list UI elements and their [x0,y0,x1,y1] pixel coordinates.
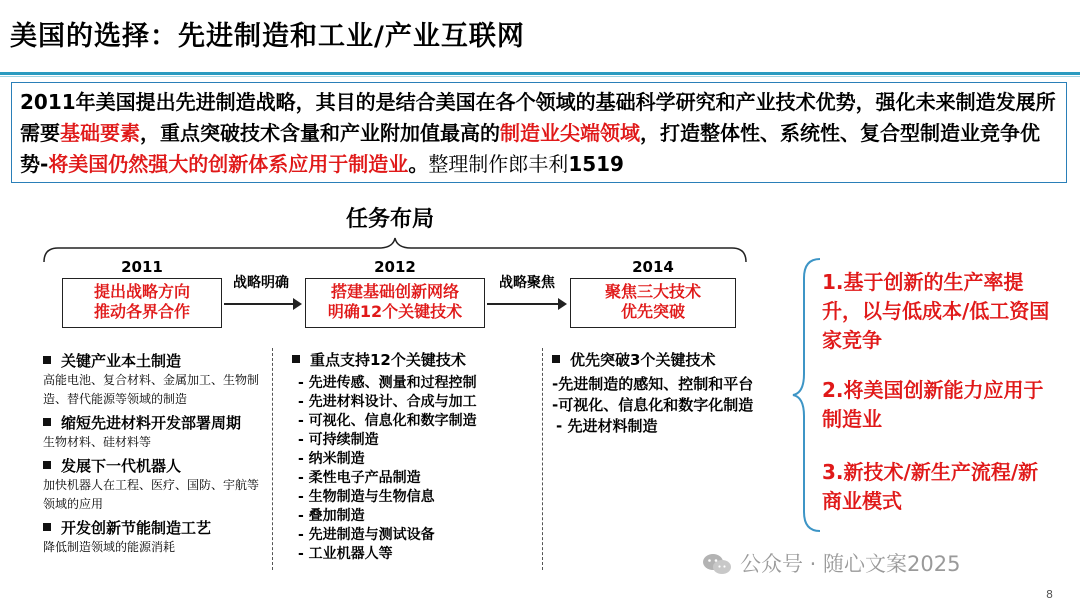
intro-highlight-1: 基础要素 [60,121,140,145]
column-2012 [292,350,542,564]
column-2014 [552,350,767,437]
intro-credit: 整理制作郎丰利 [428,152,569,176]
arrow-2 [487,303,565,305]
arrow-label-strategy-clear: 战略明确 [233,275,289,291]
step-box-2011 [62,278,222,328]
col2-item: - 生物制造与生物信息 [298,489,435,505]
col1-item-head: 发展下一代机器人 [43,456,268,476]
step-2011-line1: 提出战略方向 [93,282,190,301]
step-2014-line2: 优先突破 [620,302,685,321]
title-rule-thin [0,76,1080,77]
intro-text-4: 。 [408,152,429,176]
col2-head: 重点支持12个关键技术 [292,350,542,370]
col2-item: - 工业机器人等 [298,546,393,562]
year-2011: 2011 [121,258,163,276]
col2-item: - 叠加制造 [298,508,365,524]
right-brace [790,256,826,534]
step-box-2014 [570,278,736,328]
step-2012-line1: 搭建基础创新网络 [330,282,459,301]
page-title: 美国的选择：先进制造和工业/产业互联网 [10,21,525,52]
col2-item: - 可视化、信息化和数字制造 [298,413,477,429]
task-layout-title: 任务布局 [346,207,435,232]
col3-head: 优先突破3个关键技术 [552,350,767,370]
step-2012-line2: 明确12个关键技术 [327,302,463,321]
intro-text-3: ，打造整体性、系统性、复合型制造业竞争优势- [20,121,1040,176]
arrow-1 [224,303,300,305]
title-rule [0,72,1080,75]
arrow-label-strategy-focus: 战略聚焦 [499,275,555,291]
col1-item-head: 开发创新节能制造工艺 [43,518,268,538]
col3-item: -先进制造的感知、控制和平台 [552,375,754,393]
col1-item-body: 高能电池、复合材料、金属加工、生物制造、替代能源等领域的制造 [43,373,260,406]
col1-item-body: 生物材料、硅材料等 [43,435,152,449]
intro-text-2: ，重点突破技术含量和产业附加值最高的 [140,121,500,145]
col2-item: - 纳米制造 [298,451,365,467]
year-2012: 2012 [374,258,416,276]
year-2014: 2014 [632,258,674,276]
col1-item-body: 降低制造领域的能源消耗 [43,540,176,554]
column-2011 [43,351,268,561]
col3-item: -可视化、信息化和数字化制造 [552,396,754,414]
column-divider-2 [542,348,543,570]
right-point-2: 2.将美国创新能力应用于制造业 [822,378,1044,431]
col2-item: - 柔性电子产品制造 [298,470,421,486]
col3-item: - 先进材料制造 [556,417,658,435]
col1-item-head: 缩短先进材料开发部署周期 [43,413,268,433]
col2-item: - 先进材料设计、合成与加工 [298,394,477,410]
intro-highlight-3: 将美国仍然强大的创新体系应用于制造业 [48,152,409,176]
col1-item-head: 关键产业本土制造 [43,351,268,371]
watermark-text: 公众号 · 随心文案2025 [740,552,961,576]
col2-item: - 可持续制造 [298,432,379,448]
step-2011-line2: 推动各界合作 [93,302,190,321]
column-divider-1 [272,348,273,570]
step-2014-line1: 聚焦三大技术 [604,282,701,301]
col2-item: - 先进制造与测试设备 [298,527,435,543]
intro-credit-number: 1519 [568,152,624,176]
col2-item: - 先进传感、测量和过程控制 [298,375,477,391]
intro-box [11,82,1067,183]
intro-highlight-2: 制造业尖端领域 [500,121,640,145]
intro-text-1: 2011年美国提出先进制造战略，其目的是结合美国在各个领域的基础科学研究和产业技术优势，强化未来制造发展所需要 [20,90,1056,145]
col1-item-body: 加快机器人在工程、医疗、国防、宇航等领域的应用 [43,478,260,511]
watermark [702,548,960,578]
right-point-3: 3.新技术/新生产流程/新商业模式 [822,460,1039,513]
right-point-1: 1.基于创新的生产率提升，以与低成本/低工资国家竞争 [822,270,1050,352]
page-number: 8 [1046,588,1053,601]
step-box-2012 [305,278,485,328]
wechat-icon [702,553,732,575]
